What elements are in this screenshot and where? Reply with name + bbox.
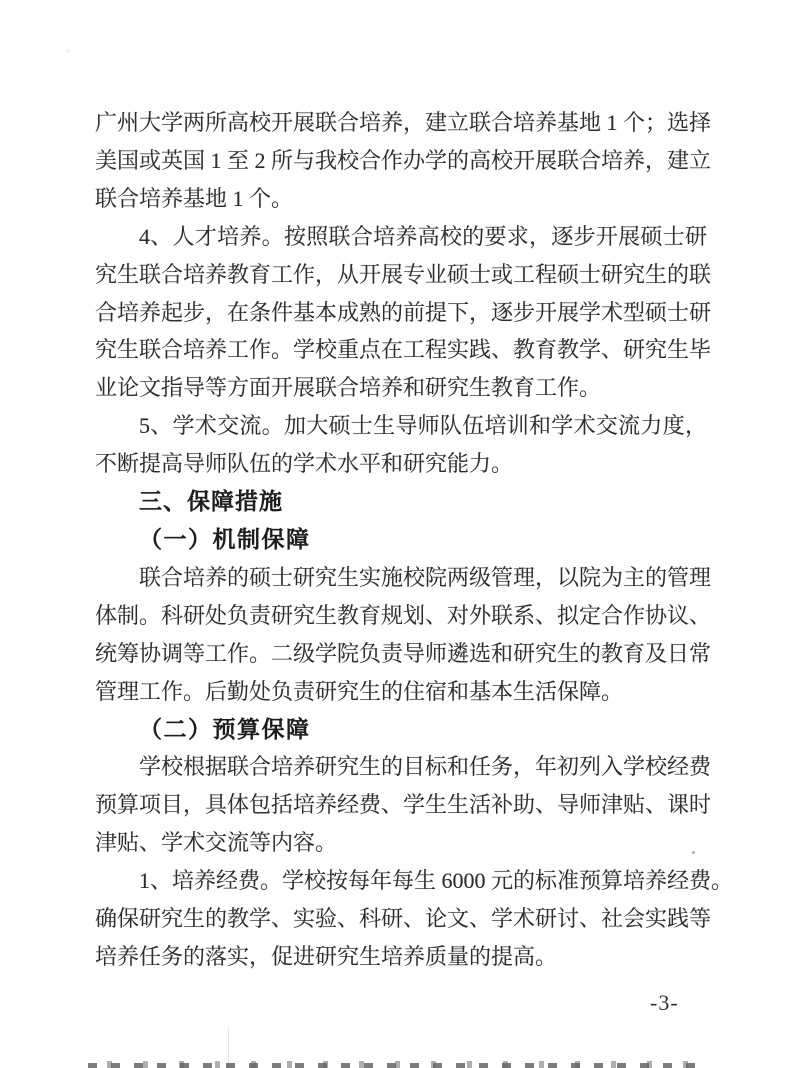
text-line: 确保研究生的教学、实验、科研、论文、学术研讨、社会实践等 — [95, 906, 712, 932]
text-column — [95, 104, 734, 976]
text-line: 培养任务的落实，促进研究生培养质量的提高。 — [95, 943, 558, 969]
text-line: 美国或英国 1 至 2 所与我校合作办学的高校开展联合培养，建立 — [95, 147, 712, 173]
subsection-heading: （一）机制保障 — [139, 526, 311, 552]
text-line: 究生联合培养工作。学校重点在工程实践、教育教学、研究生毕 — [95, 337, 712, 363]
text-line: 联合培养基地 1 个。 — [95, 185, 294, 211]
text-line: 广州大学两所高校开展联合培养，建立联合培养基地 1 个；选择 — [95, 110, 712, 135]
text-line: 管理工作。后勤处负责研究生的住宿和基本生活保障。 — [95, 678, 624, 704]
text-line: 预算项目，具体包括培养经费、学生生活补助、导师津贴、课时 — [95, 792, 712, 818]
clipped-text-fragments — [88, 1061, 708, 1068]
scan-speck — [692, 851, 695, 854]
text-line: 津贴、学术交流等内容。 — [95, 830, 338, 856]
text-line: 4、人才培养。按照联合培养高校的要求，逐步开展硕士研 — [139, 223, 707, 249]
text-line: 联合培养的硕士研究生实施校院两级管理，以院为主的管理 — [139, 564, 712, 590]
text-line: 体制。科研处负责研究生教育规划、对外联系、拟定合作协议、 — [95, 602, 712, 628]
text-line: 究生联合培养教育工作，从开展专业硕士或工程硕士研究生的联 — [95, 261, 712, 287]
text-line: 合培养起步，在条件基本成熟的前提下，逐步开展学术型硕士研 — [95, 299, 712, 325]
scan-speck — [66, 49, 70, 53]
page-number: -3- — [650, 990, 679, 1015]
text-line: 1、培养经费。学校按每年每生 6000 元的标准预算培养经费。 — [139, 868, 734, 894]
scan-fold-line — [228, 1028, 229, 1068]
text-line: 业论文指导等方面开展联合培养和研究生教育工作。 — [95, 375, 602, 401]
subsection-heading: （二）预算保障 — [139, 716, 311, 742]
text-line: 不断提高导师队伍的学术水平和研究能力。 — [95, 451, 514, 477]
section-heading: 三、保障措施 — [139, 488, 283, 515]
text-line: 统筹协调等工作。二级学院负责导师遴选和研究生的教育及日常 — [95, 640, 712, 666]
text-line: 学校根据联合培养研究生的目标和任务，年初列入学校经费 — [139, 754, 712, 780]
text-line: 5、学术交流。加大硕士生导师队伍培训和学术交流力度， — [139, 413, 707, 439]
